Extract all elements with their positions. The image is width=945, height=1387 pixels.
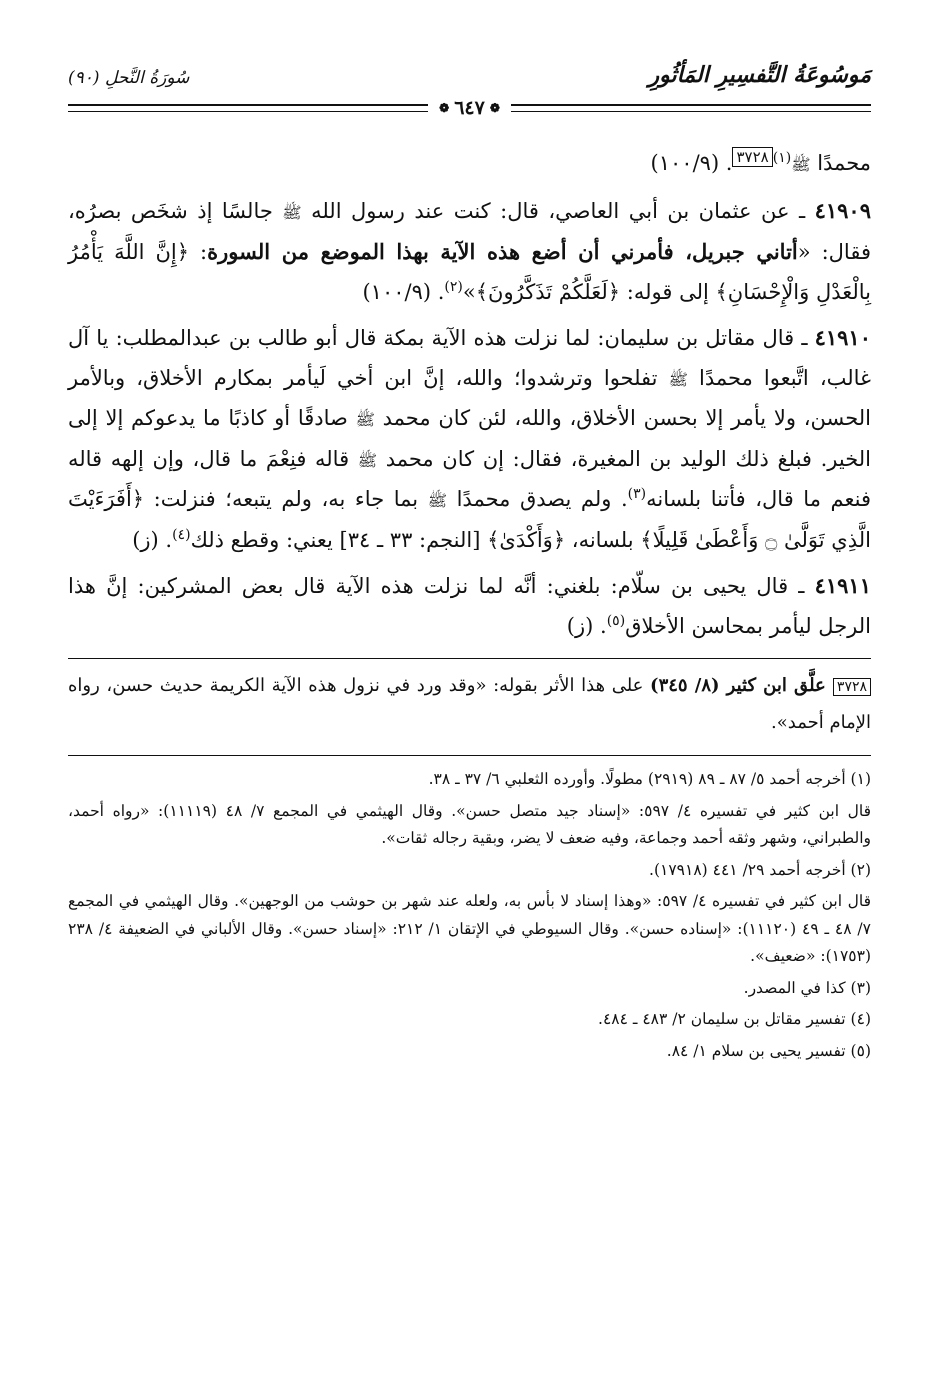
footnote: (٣) كذا في المصدر. — [743, 978, 871, 997]
honorific: ﷺ — [357, 450, 378, 470]
hadith-number: ٤١٩٠٩ — [814, 197, 871, 223]
ornament-icon: ❁ — [439, 101, 450, 115]
footnote: قال ابن كثير في تفسيره ٤/ ٥٩٧: «إسناد جيد متصل حسن». وقال الهيثمي في المجمع ٧/ ٤٨ (١١١١٩): «رواه أحمد، والطبراني، وشهر وثقه أحمد وجماعة، وفيه ضعف لا يضر، وبقية رجاله ثقات». — [68, 801, 872, 847]
text: . ولم يصدق محمدًا — [447, 487, 628, 511]
honorific: ﷺ — [791, 155, 811, 174]
footnote-ref: (٤) — [172, 526, 191, 543]
honorific: ﷺ — [355, 410, 375, 429]
text: ـ قال مقاتل بن سليمان: لما نزلت هذه الآية بمكة قال أبو طالب بن عبدالمطلب: يا آل غالب، اتَّبعوا محمدًا — [68, 326, 871, 390]
footnote-ref: (٥) — [606, 612, 626, 629]
text: . (١٠٠/٩) — [650, 151, 733, 175]
honorific: ﷺ — [427, 491, 448, 510]
header-rule — [68, 96, 871, 120]
text: محمدًا — [810, 151, 871, 175]
text: قاله فنِعْمَ ما قال، وإن إلهه قاله فنعم ما قال، فأتنا بلسانه — [68, 446, 871, 511]
page-header — [68, 60, 871, 124]
hadith-41909 — [68, 191, 871, 313]
honorific: ﷺ — [282, 202, 302, 222]
paragraph-continuation — [68, 144, 871, 185]
footnote: (١) أخرجه أحمد ٥/ ٨٧ ـ ٨٩ (٢٩١٩) مطولًا. وأورده الثعلبي ٦/ ٣٧ ـ ٣٨. — [428, 770, 871, 788]
note-box-number: ٣٧٢٨ — [833, 678, 871, 696]
footnotes — [68, 766, 871, 1065]
separator-line — [68, 658, 871, 659]
honorific: ﷺ — [668, 369, 688, 389]
hadith-41911 — [68, 566, 871, 646]
series-title: مَوسُوعَةُ التَّفسِيرِ المَأثُورِ — [648, 62, 871, 88]
hadith-number: ٤١٩١٠ — [814, 325, 871, 350]
footnote-ref: (٣) — [627, 486, 647, 502]
hadith-41910 — [68, 318, 871, 560]
note-separator — [68, 658, 871, 659]
text: تفلحوا وترشدوا؛ والله، إنَّ ابن أخي لَيأمر بمكارم الأخلاق، وبالأمر الحسن، ولا يأمر إلا بحسن الأخلاق، والله، لئن كان محمد — [68, 365, 871, 430]
text: ـ قال يحيى بن سلّام: بلغني: أنَّه لما نزلت هذه الآية قال بعض المشركين: إنَّ هذا الرجل ليأمر بمحاسن الأخلاق — [68, 574, 871, 638]
note-ref-box: ٣٧٢٨ — [732, 147, 772, 167]
page — [68, 60, 871, 1350]
hadith-number: ٤١٩١١ — [814, 573, 871, 598]
hadith-quote: أتاني جبريل، فأمرني أن أضع هذه الآية بهذا الموضع من السورة — [207, 239, 798, 264]
ornament-icon: ❁ — [489, 101, 500, 115]
footnote: (٤) تفسير مقاتل بن سليمان ٢/ ٤٨٣ ـ ٤٨٤. — [598, 1010, 871, 1028]
footnote-ref: (١) — [772, 150, 792, 166]
rule-right — [511, 104, 871, 112]
text: . (ز) — [566, 613, 607, 638]
rule-left — [68, 104, 428, 112]
note-text: على هذا الأثر بقوله: «وقد ورد في نزول هذه الآية الكريمة حديث حسن، رواه الإمام أحمد». — [68, 675, 871, 733]
surah-title: سُورَةُ النَّحلِ (٩٠) — [68, 68, 190, 88]
quran-quote: : ﴿إِنَّ اللَّهَ يَأْمُرُ بِالْعَدْلِ وَالْإِحْسَانِ﴾ إلى قوله: ﴿لَعَلَّكُمْ تَذَكَّرُونَ﴾» — [68, 240, 871, 304]
footnote-separator — [68, 755, 871, 756]
text: ـ عن عثمان بن أبي العاصي، قال: كنت عند رسول الله — [301, 198, 815, 223]
text: صادقًا أو كاذبًا ما يدعوكم إلا إلى الخير. فبلغ ذلك الوليد بن المغيرة، فقال: إن كان محمد — [68, 406, 871, 471]
main-text — [68, 144, 871, 646]
editor-note — [68, 667, 871, 741]
text: . (ز) — [132, 527, 173, 552]
footnote-ref: (٢) — [444, 278, 463, 295]
text: . (١٠٠/٩) — [362, 279, 445, 304]
text: جالسًا إذ شخَص بصرُه، فقال: « — [68, 198, 871, 264]
note-source: علَّق ابن كثير (٨/ ٣٤٥) — [650, 675, 833, 696]
page-number: ٦٤٧ — [454, 97, 485, 119]
page-number-block — [428, 97, 511, 119]
footnote: (٥) تفسير يحيى بن سلام ١/ ٨٤. — [666, 1041, 871, 1060]
footnote: قال ابن كثير في تفسيره ٤/ ٥٩٧: «وهذا إسناد لا بأس به، ولعله عند شهر بن حوشب من الوجهين». وقال الهيثمي في المجمع ٧/ ٤٨ ـ ٤٩ (١١١٢٠): «إسناده حسن». وقال السيوطي في الإتقان ١/ ٢١٢: «إسناد حسن». وقال الألباني في الضعيفة ٤/ ٢٣٨ (١٧٥٣): «ضعيف». — [68, 892, 871, 965]
footnote: (٢) أخرجه أحمد ٢٩/ ٤٤١ (١٧٩١٨). — [649, 860, 871, 879]
text: بما جاء به، ولم يتبعه؛ فنزلت: ﴿أَفَرَءَيْتَ الَّذِي تَوَلَّىٰ ۝ وَأَعْطَىٰ قَلِيلًا﴾ بلسانه، ﴿وَأَكْدَىٰ﴾ [النجم: ٣٣ ـ ٣٤] يعني: وقطع ذلك — [68, 487, 871, 552]
